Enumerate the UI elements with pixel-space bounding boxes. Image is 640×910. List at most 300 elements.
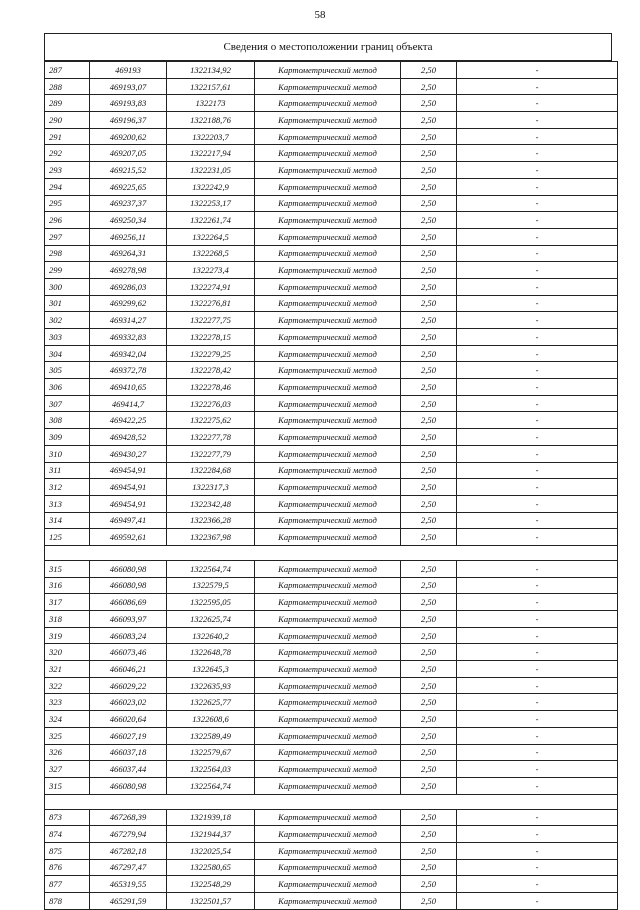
point-number-cell: 317 [45,594,90,611]
method-cell: Картометрический метод [255,145,401,162]
note-cell: - [457,809,618,826]
table-row [45,627,618,644]
table-row [45,195,618,212]
note-cell: - [457,245,618,262]
point-number-cell: 306 [45,379,90,396]
coord-y-cell: 1322173 [167,95,255,112]
point-number-cell: 320 [45,644,90,661]
note-cell: - [457,479,618,496]
coord-x-cell: 467297,47 [90,859,167,876]
error-value-cell: 2,50 [401,62,457,79]
point-number-cell: 312 [45,479,90,496]
table-row [45,777,618,794]
coord-y-cell: 1322342,48 [167,495,255,512]
coord-y-cell: 1322648,78 [167,644,255,661]
coord-y-cell: 1322278,42 [167,362,255,379]
coord-x-cell: 469454,91 [90,495,167,512]
method-cell: Картометрический метод [255,859,401,876]
point-number-cell: 310 [45,445,90,462]
coord-y-cell: 1322025,54 [167,842,255,859]
error-value-cell: 2,50 [401,495,457,512]
error-value-cell: 2,50 [401,262,457,279]
note-cell: - [457,711,618,728]
point-number-cell: 878 [45,893,90,910]
error-value-cell: 2,50 [401,178,457,195]
note-cell: - [457,262,618,279]
error-value-cell: 2,50 [401,379,457,396]
method-cell: Картометрический метод [255,611,401,628]
note-cell: - [457,228,618,245]
table-row [45,495,618,512]
coord-y-cell: 1322242,9 [167,178,255,195]
coord-y-cell: 1322501,57 [167,893,255,910]
error-value-cell: 2,50 [401,644,457,661]
error-value-cell: 2,50 [401,842,457,859]
error-value-cell: 2,50 [401,195,457,212]
error-value-cell: 2,50 [401,278,457,295]
point-number-cell: 309 [45,429,90,446]
method-cell: Картометрический метод [255,479,401,496]
coord-y-cell: 1322367,98 [167,529,255,546]
coord-y-cell: 1322157,61 [167,78,255,95]
method-cell: Картометрический метод [255,809,401,826]
point-number-cell: 125 [45,529,90,546]
table-row [45,262,618,279]
method-cell: Картометрический метод [255,462,401,479]
coord-y-cell: 1322564,74 [167,777,255,794]
table-row [45,893,618,910]
coord-y-cell: 1322645,3 [167,661,255,678]
note-cell: - [457,62,618,79]
note-cell: - [457,611,618,628]
coord-y-cell: 1322284,68 [167,462,255,479]
table-row [45,761,618,778]
method-cell: Картометрический метод [255,876,401,893]
note-cell: - [457,445,618,462]
error-value-cell: 2,50 [401,661,457,678]
table-row [45,278,618,295]
error-value-cell: 2,50 [401,744,457,761]
method-cell: Картометрический метод [255,661,401,678]
method-cell: Картометрический метод [255,62,401,79]
note-cell: - [457,761,618,778]
table-row [45,228,618,245]
coord-x-cell: 469342,04 [90,345,167,362]
point-number-cell: 876 [45,859,90,876]
note-cell: - [457,145,618,162]
table-row [45,479,618,496]
coord-x-cell: 469454,91 [90,462,167,479]
coord-y-cell: 1322625,77 [167,694,255,711]
separator-cell [45,545,618,560]
note-cell: - [457,312,618,329]
method-cell: Картометрический метод [255,195,401,212]
note-cell: - [457,677,618,694]
table-row [45,727,618,744]
error-value-cell: 2,50 [401,611,457,628]
method-cell: Картометрический метод [255,677,401,694]
coord-y-cell: 1322274,91 [167,278,255,295]
point-number-cell: 316 [45,577,90,594]
note-cell: - [457,178,618,195]
coord-y-cell: 1322261,74 [167,212,255,229]
table-row [45,711,618,728]
table-row [45,826,618,843]
note-cell: - [457,859,618,876]
error-value-cell: 2,50 [401,162,457,179]
coord-x-cell: 469250,34 [90,212,167,229]
table-row [45,162,618,179]
point-number-cell: 314 [45,512,90,529]
table-row [45,661,618,678]
point-number-cell: 324 [45,711,90,728]
error-value-cell: 2,50 [401,777,457,794]
note-cell: - [457,395,618,412]
coord-y-cell: 1322134,92 [167,62,255,79]
note-cell: - [457,627,618,644]
method-cell: Картометрический метод [255,228,401,245]
method-cell: Картометрический метод [255,429,401,446]
table-row [45,529,618,546]
coord-x-cell: 466086,69 [90,594,167,611]
coord-y-cell: 1322579,67 [167,744,255,761]
coord-x-cell: 466023,02 [90,694,167,711]
section-separator [45,545,618,560]
method-cell: Картометрический метод [255,644,401,661]
coord-x-cell: 466073,46 [90,644,167,661]
coord-x-cell: 469314,27 [90,312,167,329]
coord-y-cell: 1321939,18 [167,809,255,826]
error-value-cell: 2,50 [401,429,457,446]
method-cell: Картометрический метод [255,295,401,312]
table-row [45,842,618,859]
table-row [45,95,618,112]
note-cell: - [457,577,618,594]
error-value-cell: 2,50 [401,859,457,876]
coord-x-cell: 466046,21 [90,661,167,678]
note-cell: - [457,462,618,479]
method-cell: Картометрический метод [255,594,401,611]
point-number-cell: 313 [45,495,90,512]
error-value-cell: 2,50 [401,479,457,496]
method-cell: Картометрический метод [255,744,401,761]
coord-y-cell: 1322625,74 [167,611,255,628]
method-cell: Картометрический метод [255,694,401,711]
point-number-cell: 299 [45,262,90,279]
point-number-cell: 326 [45,744,90,761]
coord-x-cell: 466080,98 [90,777,167,794]
error-value-cell: 2,50 [401,462,457,479]
method-cell: Картометрический метод [255,278,401,295]
coord-y-cell: 1321944,37 [167,826,255,843]
coord-x-cell: 469332,83 [90,329,167,346]
coord-y-cell: 1322264,5 [167,228,255,245]
note-cell: - [457,429,618,446]
method-cell: Картометрический метод [255,627,401,644]
coord-x-cell: 466080,98 [90,577,167,594]
point-number-cell: 874 [45,826,90,843]
coord-x-cell: 467279,94 [90,826,167,843]
error-value-cell: 2,50 [401,112,457,129]
method-cell: Картометрический метод [255,560,401,577]
coord-y-cell: 1322564,74 [167,560,255,577]
note-cell: - [457,212,618,229]
error-value-cell: 2,50 [401,594,457,611]
error-value-cell: 2,50 [401,312,457,329]
method-cell: Картометрический метод [255,178,401,195]
coord-y-cell: 1322217,94 [167,145,255,162]
error-value-cell: 2,50 [401,128,457,145]
table-row [45,859,618,876]
method-cell: Картометрический метод [255,312,401,329]
coordinates-table [44,61,618,910]
point-number-cell: 293 [45,162,90,179]
boundary-table [44,33,612,910]
point-number-cell: 292 [45,145,90,162]
error-value-cell: 2,50 [401,826,457,843]
note-cell: - [457,893,618,910]
error-value-cell: 2,50 [401,145,457,162]
error-value-cell: 2,50 [401,694,457,711]
coord-y-cell: 1322608,6 [167,711,255,728]
method-cell: Картометрический метод [255,512,401,529]
note-cell: - [457,512,618,529]
method-cell: Картометрический метод [255,78,401,95]
coord-x-cell: 469497,41 [90,512,167,529]
table-row [45,560,618,577]
coord-y-cell: 1322579,5 [167,577,255,594]
error-value-cell: 2,50 [401,577,457,594]
coord-y-cell: 1322275,62 [167,412,255,429]
note-cell: - [457,162,618,179]
section-separator [45,794,618,809]
method-cell: Картометрический метод [255,95,401,112]
coord-x-cell: 466080,98 [90,560,167,577]
method-cell: Картометрический метод [255,529,401,546]
method-cell: Картометрический метод [255,128,401,145]
method-cell: Картометрический метод [255,445,401,462]
coord-y-cell: 1322640,2 [167,627,255,644]
method-cell: Картометрический метод [255,245,401,262]
table-row [45,312,618,329]
coord-y-cell: 1322188,76 [167,112,255,129]
page-number: 58 [314,9,326,21]
error-value-cell: 2,50 [401,78,457,95]
point-number-cell: 308 [45,412,90,429]
coord-x-cell: 466083,24 [90,627,167,644]
coord-x-cell: 469237,37 [90,195,167,212]
coord-x-cell: 469193 [90,62,167,79]
note-cell: - [457,278,618,295]
coord-y-cell: 1322595,05 [167,594,255,611]
separator-cell [45,794,618,809]
table-row [45,245,618,262]
note-cell: - [457,529,618,546]
point-number-cell: 294 [45,178,90,195]
point-number-cell: 325 [45,727,90,744]
point-number-cell: 296 [45,212,90,229]
note-cell: - [457,560,618,577]
point-number-cell: 288 [45,78,90,95]
error-value-cell: 2,50 [401,677,457,694]
table-row [45,395,618,412]
point-number-cell: 301 [45,295,90,312]
point-number-cell: 311 [45,462,90,479]
error-value-cell: 2,50 [401,876,457,893]
coord-x-cell: 469207,05 [90,145,167,162]
note-cell: - [457,744,618,761]
coord-y-cell: 1322268,5 [167,245,255,262]
coord-x-cell: 469299,62 [90,295,167,312]
error-value-cell: 2,50 [401,245,457,262]
method-cell: Картометрический метод [255,262,401,279]
coord-y-cell: 1322273,4 [167,262,255,279]
coord-x-cell: 466020,64 [90,711,167,728]
coord-y-cell: 1322278,15 [167,329,255,346]
point-number-cell: 323 [45,694,90,711]
table-row [45,145,618,162]
method-cell: Картометрический метод [255,577,401,594]
coord-x-cell: 469428,52 [90,429,167,446]
coord-x-cell: 469414,7 [90,395,167,412]
note-cell: - [457,495,618,512]
table-row [45,112,618,129]
coord-x-cell: 465319,55 [90,876,167,893]
error-value-cell: 2,50 [401,560,457,577]
note-cell: - [457,345,618,362]
error-value-cell: 2,50 [401,627,457,644]
coord-x-cell: 469422,25 [90,412,167,429]
error-value-cell: 2,50 [401,345,457,362]
coord-x-cell: 469278,98 [90,262,167,279]
table-row [45,178,618,195]
note-cell: - [457,826,618,843]
method-cell: Картометрический метод [255,893,401,910]
note-cell: - [457,412,618,429]
point-number-cell: 291 [45,128,90,145]
point-number-cell: 321 [45,661,90,678]
coord-x-cell: 467268,39 [90,809,167,826]
note-cell: - [457,842,618,859]
coord-x-cell: 469372,78 [90,362,167,379]
coord-x-cell: 469592,61 [90,529,167,546]
table-row [45,329,618,346]
note-cell: - [457,379,618,396]
coord-y-cell: 1322276,03 [167,395,255,412]
point-number-cell: 315 [45,777,90,794]
note-cell: - [457,876,618,893]
table-row [45,429,618,446]
error-value-cell: 2,50 [401,95,457,112]
table-row [45,362,618,379]
table-row [45,412,618,429]
error-value-cell: 2,50 [401,809,457,826]
point-number-cell: 300 [45,278,90,295]
error-value-cell: 2,50 [401,711,457,728]
coord-y-cell: 1322564,03 [167,761,255,778]
coord-x-cell: 466037,44 [90,761,167,778]
table-row [45,128,618,145]
coord-x-cell: 469264,31 [90,245,167,262]
error-value-cell: 2,50 [401,512,457,529]
coord-x-cell: 469225,65 [90,178,167,195]
table-row [45,876,618,893]
coord-y-cell: 1322635,93 [167,677,255,694]
coord-y-cell: 1322589,49 [167,727,255,744]
error-value-cell: 2,50 [401,362,457,379]
point-number-cell: 287 [45,62,90,79]
method-cell: Картометрический метод [255,362,401,379]
coord-y-cell: 1322203,7 [167,128,255,145]
coord-y-cell: 1322548,29 [167,876,255,893]
coord-y-cell: 1322366,28 [167,512,255,529]
coord-x-cell: 469454,91 [90,479,167,496]
point-number-cell: 319 [45,627,90,644]
method-cell: Картометрический метод [255,842,401,859]
method-cell: Картометрический метод [255,727,401,744]
table-row [45,445,618,462]
point-number-cell: 315 [45,560,90,577]
coord-x-cell: 467282,18 [90,842,167,859]
note-cell: - [457,661,618,678]
method-cell: Картометрический метод [255,329,401,346]
coord-x-cell: 466093,97 [90,611,167,628]
point-number-cell: 303 [45,329,90,346]
point-number-cell: 322 [45,677,90,694]
method-cell: Картометрический метод [255,761,401,778]
error-value-cell: 2,50 [401,727,457,744]
table-row [45,809,618,826]
error-value-cell: 2,50 [401,445,457,462]
note-cell: - [457,112,618,129]
point-number-cell: 295 [45,195,90,212]
table-row [45,295,618,312]
note-cell: - [457,362,618,379]
note-cell: - [457,329,618,346]
coord-x-cell: 469193,07 [90,78,167,95]
coord-y-cell: 1322279,25 [167,345,255,362]
point-number-cell: 873 [45,809,90,826]
coord-x-cell: 469196,37 [90,112,167,129]
point-number-cell: 327 [45,761,90,778]
note-cell: - [457,644,618,661]
note-cell: - [457,95,618,112]
note-cell: - [457,195,618,212]
coord-y-cell: 1322317,3 [167,479,255,496]
point-number-cell: 302 [45,312,90,329]
error-value-cell: 2,50 [401,228,457,245]
coord-x-cell: 466027,19 [90,727,167,744]
coord-y-cell: 1322231,05 [167,162,255,179]
table-row [45,677,618,694]
method-cell: Картометрический метод [255,777,401,794]
point-number-cell: 305 [45,362,90,379]
table-row [45,212,618,229]
table-row [45,512,618,529]
method-cell: Картометрический метод [255,711,401,728]
point-number-cell: 318 [45,611,90,628]
coord-x-cell: 469200,62 [90,128,167,145]
method-cell: Картометрический метод [255,162,401,179]
table-row [45,694,618,711]
method-cell: Картометрический метод [255,395,401,412]
table-row [45,78,618,95]
point-number-cell: 877 [45,876,90,893]
coord-y-cell: 1322277,79 [167,445,255,462]
note-cell: - [457,594,618,611]
error-value-cell: 2,50 [401,893,457,910]
table-row [45,62,618,79]
